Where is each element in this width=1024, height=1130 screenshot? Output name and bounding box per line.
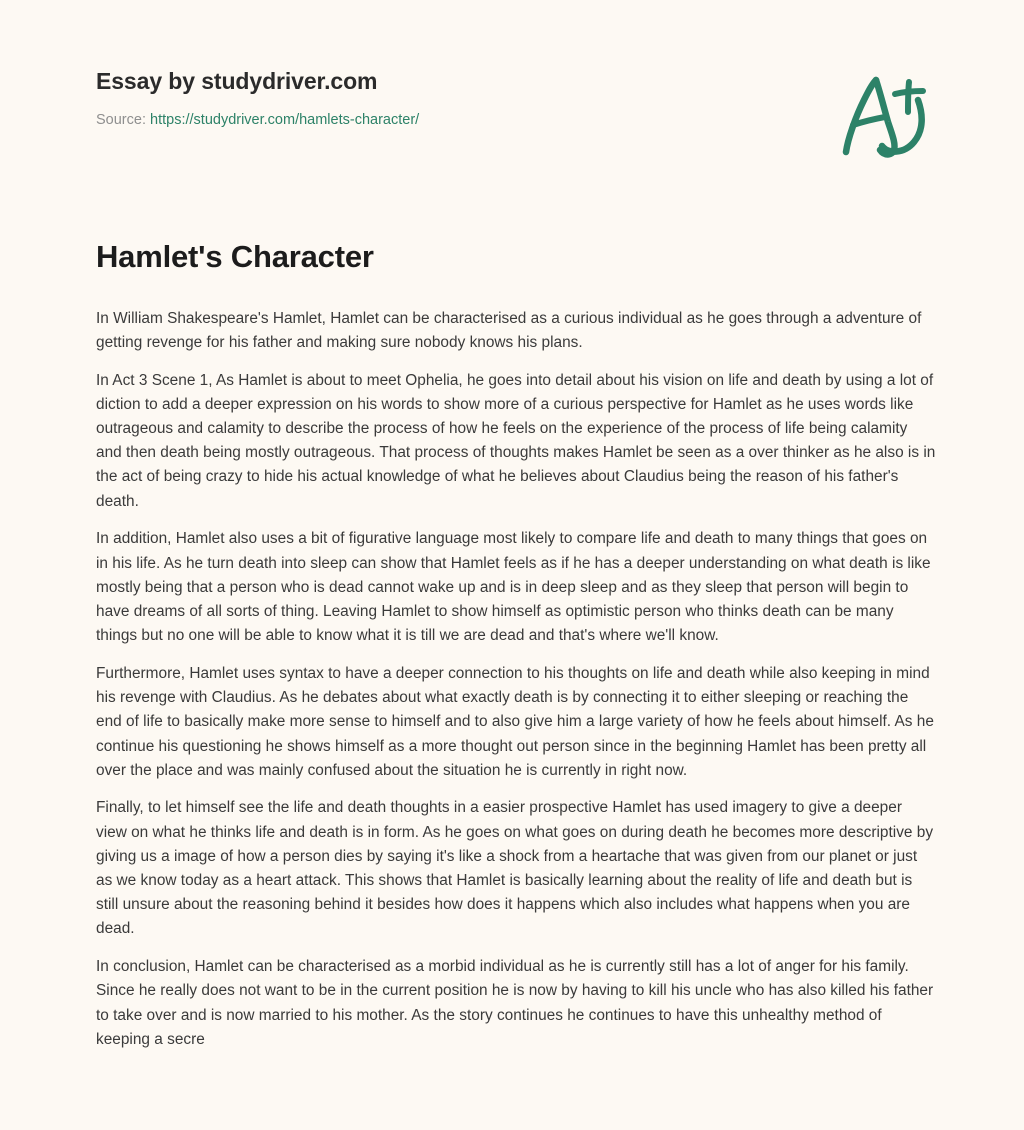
paragraph: Furthermore, Hamlet uses syntax to have a deeper connection to his thoughts on life and death while also keeping in mind his revenge with Claudius. As he debates about what exactly death is by connecting it to either sleeping or reaching the end of life to basically make more sense to himself and to also give him a large variety of how he feels about himself. As he continue his questioning he shows himself as a more thought out person since in the beginning Hamlet has been pretty all over the place and was mainly confused about the situation he is currently in right now. [96,664,934,779]
paragraph: In Act 3 Scene 1, As Hamlet is about to meet Ophelia, he goes into detail about his vision on life and death by using a lot of diction to add a deeper expression on his words to show more of a curious perspective for Hamlet as he uses words like outrageous and calamity to describe the process of how he feels on the experience of the process of life being calamity and then death being mostly outrageous. That process of thoughts makes Hamlet be seen as a over thinker as he also is in the act of being crazy to hide his actual knowledge of what he believes about Claudius being the reason of his father's death. [96,371,936,510]
source-label: Source: [96,111,146,128]
header-meta [96,66,419,129]
studydriver-a-plus-logo-icon [838,70,930,158]
page-title: Hamlet's Character [96,239,374,274]
article [96,238,936,1052]
article-body [96,307,936,1052]
byline: Essay by studydriver.com [96,68,378,94]
paragraph: In William Shakespeare's Hamlet, Hamlet can be characterised as a curious individual as he goes through a adventure of getting revenge for his father and making sure nobody knows his plans. [96,309,922,351]
paragraph: In addition, Hamlet also uses a bit of figurative language most likely to compare life and death to many things that goes on in his life. As he turn death into sleep can show that Hamlet feels as if he has a deeper understanding on what death is like mostly being that a person who is dead cannot wake up and is in deep sleep and as they sleep that person will begin to have dreams of all sorts of thing. Leaving Hamlet to show himself as optimistic person who thinks death can be many things but no one will be able to know what it is till we are dead and that's where we'll know. [96,530,931,645]
paragraph: In conclusion, Hamlet can be characterised as a morbid individual as he is currently still has a lot of anger for his family. Since he really does not want to be in the current position he is now by having to kill his uncle who has also killed his father to take over and is now married to his mother. As the story continues he continues to have this unhealthy method of keeping a secre [96,958,934,1048]
source-line [96,112,419,129]
paragraph: Finally, to let himself see the life and death thoughts in a easier prospective Hamlet has used imagery to give a deeper view on what he thinks life and death is in form. As he goes on what goes on during death he becomes more descriptive by giving us a image of how a person dies by saying it's like a shock from a heartache that was given from our planet or just as we know today as a heart attack. This shows that Hamlet is basically learning about the reality of life and death but is still unsure about the reasoning behind it besides how does it happens which also includes what happens when you are dead. [96,799,934,938]
page-header [0,0,1024,195]
source-url-link[interactable]: https://studydriver.com/hamlets-character/ [150,111,420,128]
